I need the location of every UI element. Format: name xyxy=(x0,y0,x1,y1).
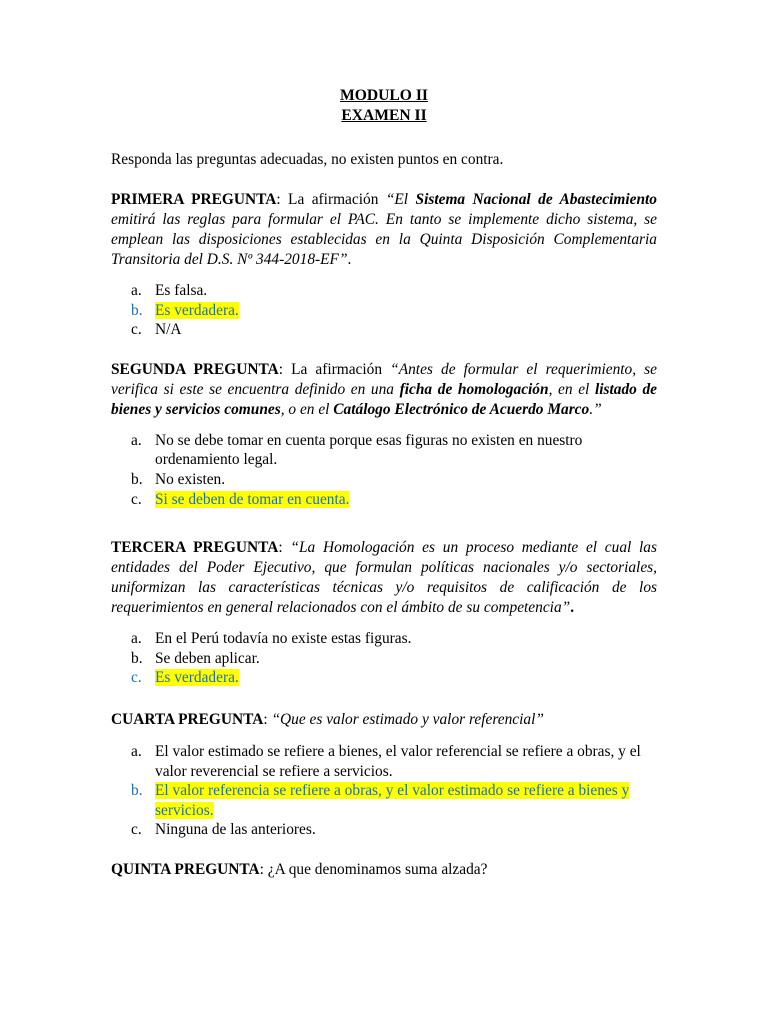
question-2-sep: : La afirmación xyxy=(278,360,391,378)
question-3-sep: : xyxy=(278,539,291,557)
option-text: En el Perú todavía no existe estas figuras. xyxy=(155,630,412,648)
question-2-label: SEGUNDA PREGUNTA xyxy=(111,360,279,378)
option-item xyxy=(111,301,657,321)
question-1-end: . xyxy=(347,251,352,268)
option-item xyxy=(111,431,657,470)
option-mark: b. xyxy=(131,649,143,667)
question-2-quote-a: “Antes de formular el requerimiento, se verifica si este se encuentra definido en una xyxy=(111,360,657,398)
option-item xyxy=(111,320,657,340)
option-mark: b. xyxy=(131,782,143,800)
option-mark: a. xyxy=(131,431,142,449)
question-2-quote-f: Catálogo Electrónico de Acuerdo Marco xyxy=(333,400,590,418)
question-5-body: ¿A que denominamos suma alzada? xyxy=(267,860,488,878)
option-item xyxy=(111,820,657,840)
option-item xyxy=(111,742,657,781)
option-text: N/A xyxy=(155,321,182,339)
question-1-text xyxy=(111,190,657,270)
question-1 xyxy=(111,190,657,340)
question-1-options xyxy=(111,281,657,340)
option-item xyxy=(111,470,657,490)
question-2-quote-d: listado de bienes y servicios comunes xyxy=(111,380,657,418)
option-item xyxy=(111,629,657,649)
option-mark: a. xyxy=(131,282,142,299)
document-title: MODULO II xyxy=(340,87,428,104)
question-4-text xyxy=(111,710,657,730)
question-5-text xyxy=(111,860,657,880)
option-text: Es falsa. xyxy=(155,282,208,299)
question-3-options xyxy=(111,629,657,688)
question-5-label: QUINTA PREGUNTA xyxy=(111,860,260,878)
option-mark: b. xyxy=(131,470,143,488)
option-text: No existen. xyxy=(155,470,226,488)
question-4-label: CUARTA PREGUNTA xyxy=(111,710,264,728)
question-4-options xyxy=(111,742,657,840)
question-3-label: TERCERA PREGUNTA xyxy=(111,539,279,557)
question-1-quote-open: “El xyxy=(385,191,416,208)
question-4-quote: “Que es valor estimado y valor referencial” xyxy=(271,710,544,728)
option-mark: c. xyxy=(131,490,142,508)
question-2-quote-b: ficha de homologación xyxy=(399,380,549,398)
question-2-text xyxy=(111,360,657,420)
question-3 xyxy=(111,538,657,688)
option-text-answer: Es verdadera. xyxy=(155,301,239,319)
question-3-end: . xyxy=(570,599,575,617)
option-text: Se deben aplicar. xyxy=(155,649,260,667)
question-2-quote-c: , en el xyxy=(548,380,595,398)
option-item xyxy=(111,281,657,301)
option-text-answer: El valor referencia se refiere a obras, y el valor estimado se refiere a bienes y servicios. xyxy=(155,782,630,819)
question-2-quote-g: .” xyxy=(589,400,602,418)
option-item xyxy=(111,649,657,669)
option-text: No se debe tomar en cuenta porque esas figuras no existen en nuestro ordenamiento legal. xyxy=(155,431,583,469)
question-1-label: PRIMERA PREGUNTA xyxy=(111,191,277,208)
question-4 xyxy=(111,710,657,840)
question-3-text xyxy=(111,538,657,618)
option-mark: a. xyxy=(131,630,142,648)
question-2 xyxy=(111,360,657,509)
option-mark: c. xyxy=(131,321,142,339)
question-5 xyxy=(111,860,657,880)
question-2-quote-e: , o en el xyxy=(280,400,334,418)
question-3-quote: “La Homologación es un proceso mediante el cual las entidades del Poder Ejecutivo, que formulan políticas nacionales y/o sectoriales, uniformizan las características técnicas y/o requisitos de calificación de los requerimientos en general relacionados con el ámbito de su competencia” xyxy=(111,539,657,617)
option-text: El valor estimado se refiere a bienes, el valor referencial se refiere a obras, y el valor reverencial se refiere a servicios. xyxy=(155,742,641,780)
option-text-answer: Es verdadera. xyxy=(155,669,239,687)
option-item xyxy=(111,668,657,688)
option-mark: c. xyxy=(131,821,142,839)
question-1-quote-bold: Sistema Nacional de Abastecimiento xyxy=(415,191,657,208)
option-text: Ninguna de las anteriores. xyxy=(155,821,316,839)
question-1-sep: : La afirmación xyxy=(276,191,386,208)
option-mark: c. xyxy=(131,669,142,687)
option-item xyxy=(111,781,657,820)
option-mark: b. xyxy=(131,301,143,319)
question-5-sep: : xyxy=(259,860,268,878)
document-body xyxy=(111,86,657,880)
document-subtitle: EXAMEN II xyxy=(341,107,427,124)
option-item xyxy=(111,490,657,510)
option-mark: a. xyxy=(131,742,142,760)
option-text-answer: Si se deben de tomar en cuenta. xyxy=(155,490,350,508)
intro-text: Responda las preguntas adecuadas, no existen puntos en contra. xyxy=(111,151,504,168)
question-1-quote-rest: emitirá las reglas para formular el PAC. En tanto se implemente dicho sistema, se emplean las disposiciones establecidas en la Quinta Disposición Complementaria Transitoria del D.S. Nº 344-2018-EF” xyxy=(111,211,657,268)
question-2-options xyxy=(111,431,657,509)
question-4-sep: : xyxy=(263,710,272,728)
